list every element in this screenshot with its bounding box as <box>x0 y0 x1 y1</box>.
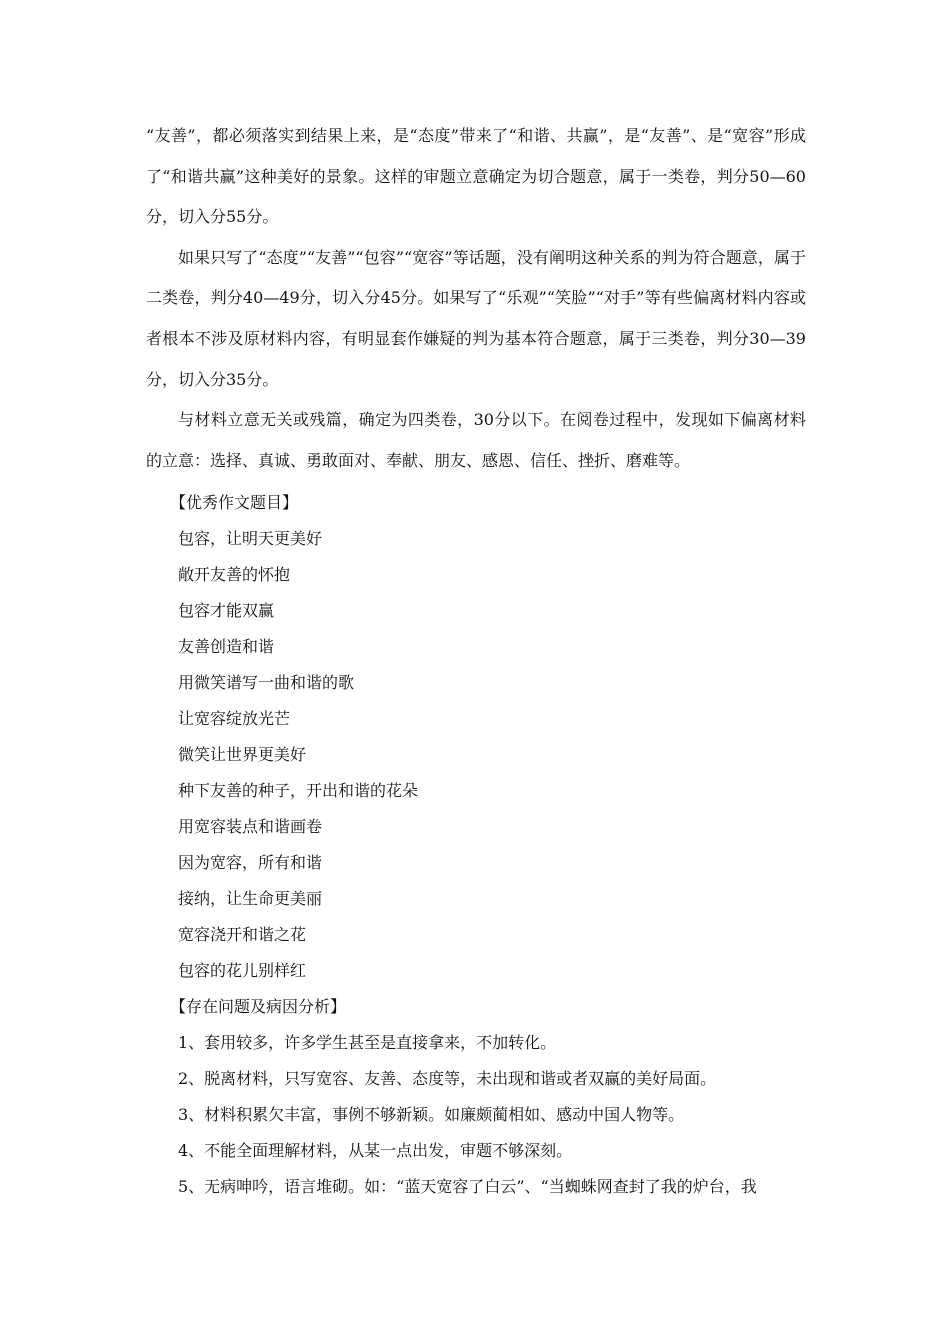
list-item: 用微笑谱写一曲和谐的歌 <box>178 673 355 693</box>
list-item: 包容才能双赢 <box>178 601 275 621</box>
list-item: 用宽容装点和谐画卷 <box>178 817 323 837</box>
section-heading-problems: 【存在问题及病因分析】 <box>170 997 347 1017</box>
list-item: 因为宽容，所有和谐 <box>178 853 323 873</box>
list-item: 4、不能全面理解材料，从某一点出发，审题不够深刻。 <box>178 1141 573 1161</box>
list-item: 接纳，让生命更美丽 <box>178 889 323 909</box>
list-item: 敞开友善的怀抱 <box>178 565 291 585</box>
list-item: 包容，让明天更美好 <box>178 529 323 549</box>
list-item: 5、无病呻吟，语言堆砌。如：“蓝天宽容了白云”、“当蜘蛛网查封了我的炉台，我 <box>178 1177 757 1197</box>
list-item: 3、材料积累欠丰富，事例不够新颖。如廉颇蔺相如、感动中国人物等。 <box>178 1105 685 1125</box>
paragraph-scoring-class-four: 与材料立意无关或残篇，确定为四类卷，30分以下。在阅卷过程中，发现如下偏离材料的立意：选择、真诚、勇敢面对、奉献、朋友、感恩、信任、挫折、磨难等。 <box>146 410 806 470</box>
excellent-titles-list <box>146 521 806 989</box>
list-item: 让宽容绽放光芒 <box>178 709 291 729</box>
list-item: 2、脱离材料，只写宽容、友善、态度等，未出现和谐或者双赢的美好局面。 <box>178 1069 717 1089</box>
section-heading-excellent-titles: 【优秀作文题目】 <box>170 493 299 513</box>
document-page <box>146 116 806 1205</box>
list-item: 友善创造和谐 <box>178 637 275 657</box>
list-item: 微笑让世界更美好 <box>178 745 307 765</box>
problems-list <box>146 1025 806 1205</box>
paragraph-scoring-class-two-three: 如果只写了“态度”“友善”“包容”“宽容”等话题，没有阐明这种关系的判为符合题意，属于二类卷，判分40—49分，切入分45分。如果写了“乐观”“笑脸”“对手”等有些偏离材料内容或者根本不涉及原材料内容，有明显套作嫌疑的判为基本符合题意，属于三类卷，判分30—39分，切入分35分。 <box>146 247 806 389</box>
paragraph-scoring-class-one: “友善”，都必须落实到结果上来，是“态度”带来了“和谐、共赢”，是“友善”、是“宽容”形成了“和谐共赢”这种美好的景象。这样的审题立意确定为切合题意，属于一类卷，判分50—60分，切入分55分。 <box>146 126 806 227</box>
list-item: 宽容浇开和谐之花 <box>178 925 307 945</box>
list-item: 1、套用较多，许多学生甚至是直接拿来，不加转化。 <box>178 1033 557 1053</box>
list-item: 包容的花儿别样红 <box>178 961 307 981</box>
list-item: 种下友善的种子，开出和谐的花朵 <box>178 781 419 801</box>
